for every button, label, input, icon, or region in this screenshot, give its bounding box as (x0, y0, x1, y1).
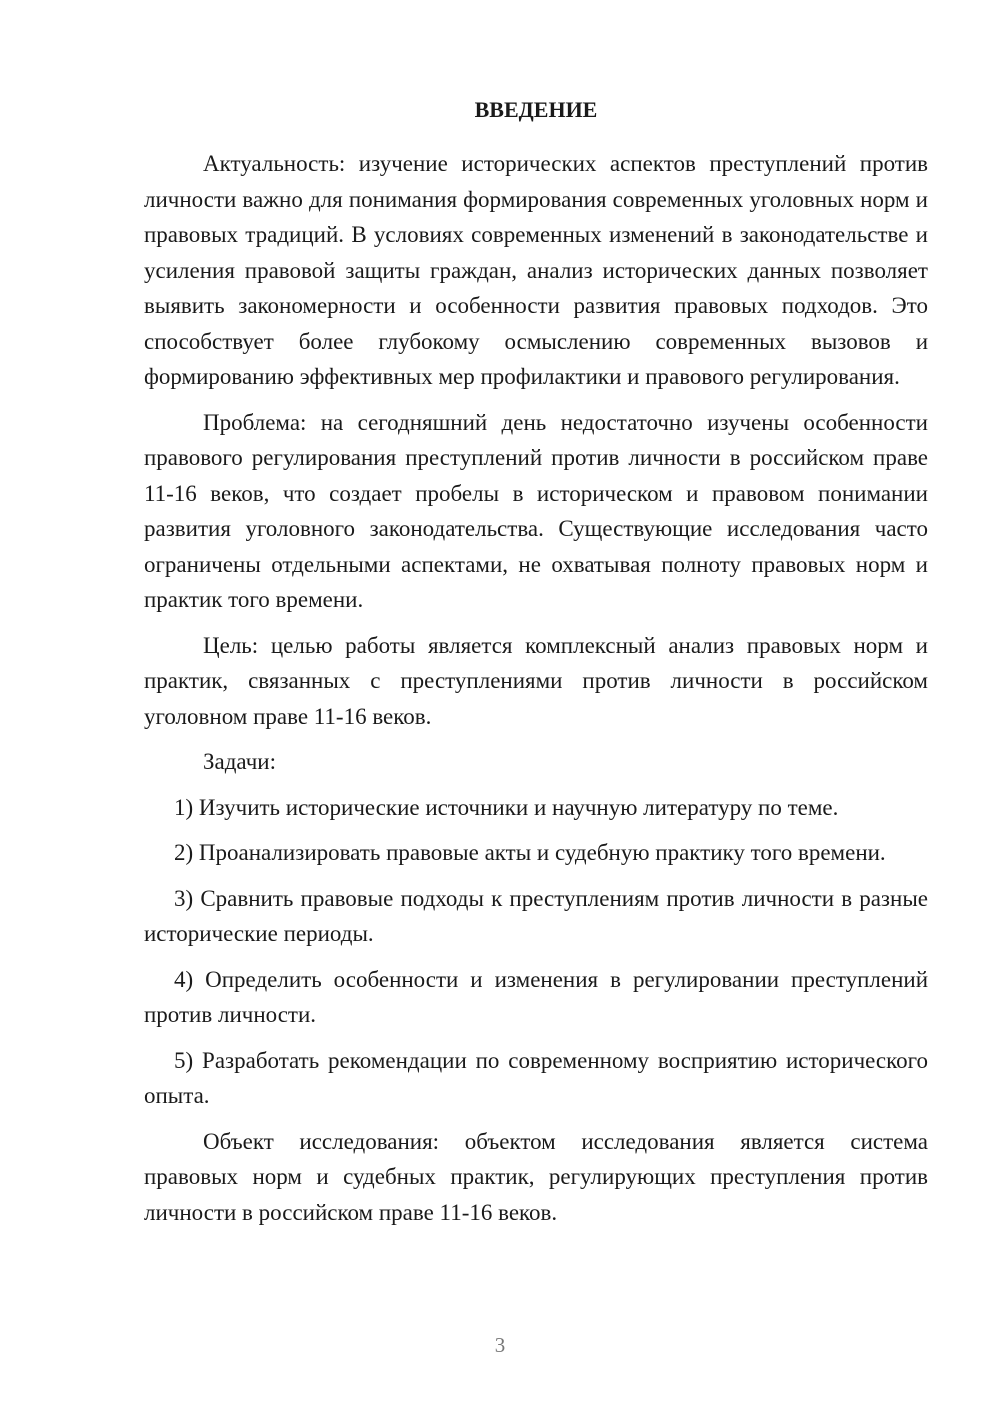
document-page (144, 92, 928, 1240)
task-item-1: 1) Изучить исторические источники и научную литературу по теме. (174, 794, 839, 820)
task-item-3: 3) Сравнить правовые подходы к преступлениям против личности в разные исторические периоды. (144, 885, 928, 946)
paragraph-relevance: Актуальность: изучение исторических аспектов преступлений против личности важно для понимания формирования современных уголовных норм и правовых традиций. В условиях современных изменений в законодательстве и усиления правовой защиты граждан, анализ исторических данных позволяет выявить закономерности и особенности развития правовых подходов. Это способствует более глубокому осмыслению современных вызовов и формированию эффективных мер профилактики и правового регулирования. (144, 151, 928, 389)
task-item-2: 2) Проанализировать правовые акты и судебную практику того времени. (174, 840, 886, 865)
tasks-label: Задачи: (203, 749, 276, 774)
task-item-5: 5) Разработать рекомендации по современному восприятию исторического опыта. (144, 1047, 928, 1108)
tasks-list (144, 790, 928, 1114)
section-heading: ВВЕДЕНИЕ (474, 97, 598, 122)
paragraph-goal: Цель: целью работы является комплексный анализ правовых норм и практик, связанных с преступлениями против личности в российском уголовном праве 11-16 веков. (144, 632, 928, 729)
task-item-4: 4) Определить особенности и изменения в регулировании преступлений против личности. (144, 966, 928, 1027)
paragraph-object: Объект исследования: объектом исследования является система правовых норм и судебных практик, регулирующих преступления против личности в российском праве 11-16 веков. (144, 1128, 928, 1225)
page-number: 3 (494, 1333, 506, 1357)
paragraph-problem: Проблема: на сегодняшний день недостаточно изучены особенности правового регулирования преступлений против личности в российском праве 11-16 веков, что создает пробелы в историческом и правовом понимании развития уголовного законодательства. Существующие исследования часто ограничены отдельными аспектами, не охватывая полноту правовых норм и практик того времени. (144, 409, 928, 612)
